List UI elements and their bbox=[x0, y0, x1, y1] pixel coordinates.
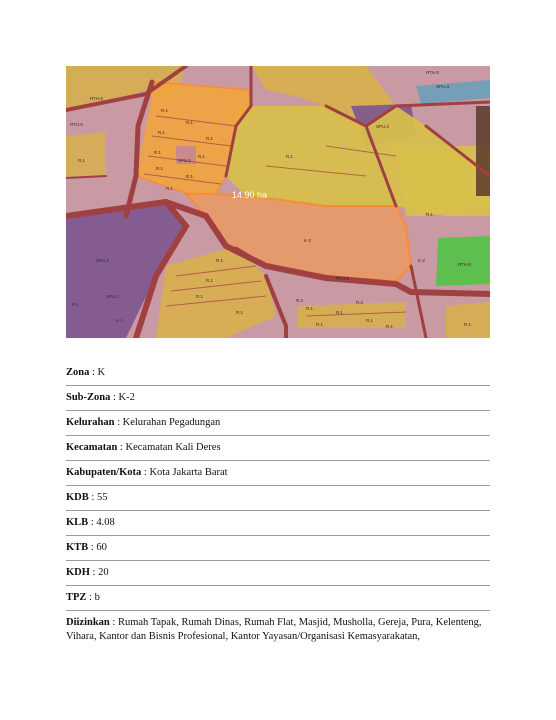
residential-zone bbox=[446, 302, 490, 338]
zone-code-label: R.1 bbox=[72, 302, 80, 307]
building-parcel bbox=[476, 106, 490, 196]
zone-code-label: R.1 bbox=[161, 108, 169, 113]
zone-code-label: R.1 bbox=[198, 154, 206, 159]
attr-diizinkan: Diizinkan : Rumah Tapak, Rumah Dinas, Rumah Flat, Masjid, Musholla, Gereja, Pura, Kelenteng, Vihara, Kantor dan Bisnis Profesional, Kantor Yayasan/Organisasi Kemasyarakatan, bbox=[66, 617, 482, 642]
zone-code-label: RTH.6 bbox=[458, 262, 471, 267]
zone-code-label: R.1 bbox=[186, 120, 194, 125]
zone-code-label: R.1 bbox=[196, 294, 204, 299]
zone-code-label: R.2 bbox=[356, 300, 364, 305]
zone-code-label: R.1 bbox=[236, 310, 244, 315]
zone-code-label: K-2 bbox=[418, 258, 426, 263]
zone-code-label: R.1 bbox=[206, 278, 214, 283]
zone-code-label: RTH.6 bbox=[70, 122, 83, 127]
zone-code-label: R.1 bbox=[286, 154, 294, 159]
zone-code-label: SPU.2 bbox=[376, 124, 390, 129]
zone-code-label: SPU.3 bbox=[436, 84, 450, 89]
zoning-attributes bbox=[66, 361, 490, 649]
zone-code-label: R.1 bbox=[316, 322, 324, 327]
attr-kdb: KDB : 55 bbox=[66, 486, 490, 511]
zone-code-label: K-2 bbox=[304, 238, 312, 243]
zone-code-label: R.1 bbox=[154, 150, 162, 155]
zone-code-label: K-1 bbox=[116, 318, 124, 323]
zone-code-label: R.1 bbox=[216, 258, 224, 263]
area-label: 14.90 ha bbox=[232, 190, 268, 200]
zone-code-label: R.1 bbox=[158, 130, 166, 135]
zone-code-label: RTH.6 bbox=[426, 70, 439, 75]
attr-kecamatan: Kecamatan : Kecamatan Kali Deres bbox=[66, 436, 490, 461]
attr-kdh: KDH : 20 bbox=[66, 561, 490, 586]
zone-code-label: R.1 bbox=[306, 306, 314, 311]
zone-code-label: R.1 bbox=[366, 318, 374, 323]
green-open-space-zone bbox=[436, 236, 490, 286]
zoning-map[interactable] bbox=[66, 66, 490, 338]
attr-tpz: TPZ : b bbox=[66, 586, 490, 611]
zone-code-label: R.1 bbox=[386, 324, 394, 329]
zone-code-label: RTH.6 bbox=[336, 276, 349, 281]
zone-code-label: R.1 bbox=[166, 186, 174, 191]
zone-code-label: SPU.1 bbox=[178, 158, 192, 163]
zone-code-label: R.1 bbox=[78, 158, 86, 163]
zone-code-label: RTH.6 bbox=[90, 96, 103, 101]
attr-kabupaten-kota: Kabupaten/Kota : Kota Jakarta Barat bbox=[66, 461, 490, 486]
zone-code-label: R.2 bbox=[296, 298, 304, 303]
attr-ktb: KTB : 60 bbox=[66, 536, 490, 561]
zone-code-label: SPU.2 bbox=[96, 258, 110, 263]
zone-code-label: R.1 bbox=[426, 212, 434, 217]
residential-zone bbox=[396, 146, 490, 216]
attr-zona: Zona : K bbox=[66, 361, 490, 386]
zone-code-label: R.1 bbox=[206, 136, 214, 141]
zone-code-label: R.1 bbox=[336, 310, 344, 315]
attr-klb: KLB : 4.08 bbox=[66, 511, 490, 536]
zone-code-label: SPU.1 bbox=[106, 294, 120, 299]
zone-code-label: R.1 bbox=[464, 322, 472, 327]
attr-kelurahan: Kelurahan : Kelurahan Pegadungan bbox=[66, 411, 490, 436]
attr-sub-zona: Sub-Zona : K-2 bbox=[66, 386, 490, 411]
zone-code-label: R.1 bbox=[156, 166, 164, 171]
residential-zone bbox=[66, 132, 106, 178]
zone-code-label: R.1 bbox=[186, 174, 194, 179]
